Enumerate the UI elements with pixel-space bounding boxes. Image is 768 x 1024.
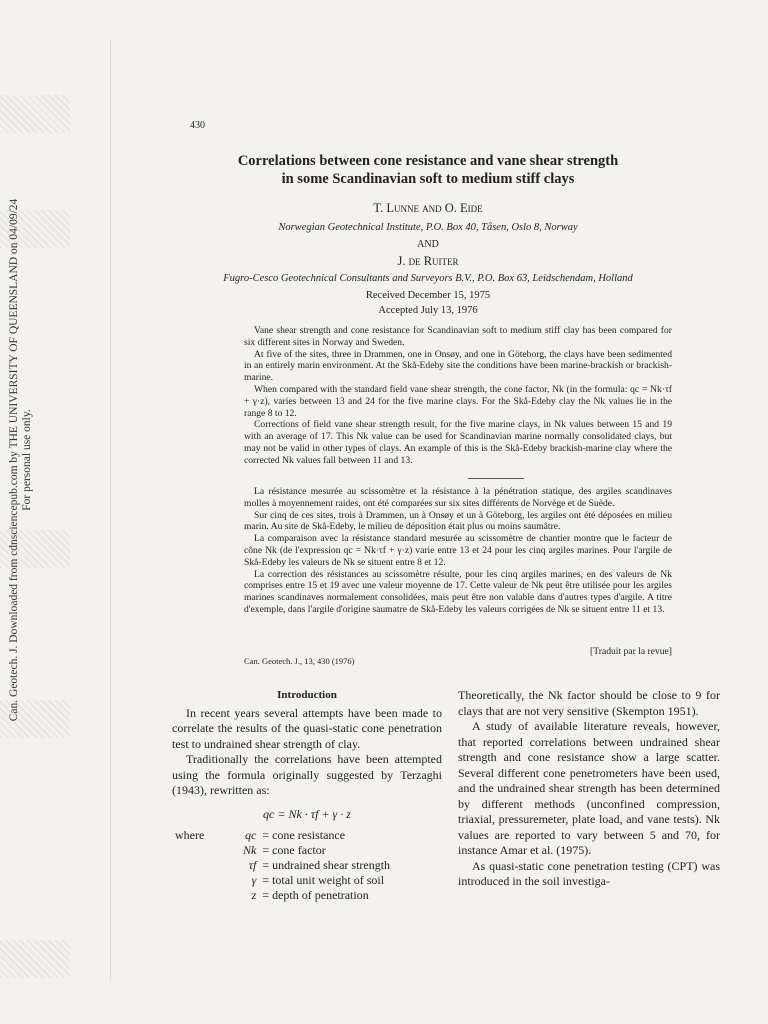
author-2: J. de Ruiter [397, 254, 459, 268]
right-column [458, 688, 720, 890]
definition-row [172, 888, 393, 903]
scan-speckle [0, 940, 70, 978]
symbol: Nk [242, 843, 257, 857]
symbol-definitions [172, 828, 393, 903]
title-line-1: Correlations between cone resistance and vane shear strength [237, 153, 619, 169]
watermark-line-2: For personal use only. [21, 409, 33, 511]
symbol-description: = depth of penetration [262, 888, 369, 902]
resume-paragraph: La comparaison avec la résistance standard mesurée au scissomètre de chantier montre que le facteur de cône Nk (de l'expression qc = Nk·τf + γ·z) varie entre 13 et 24 pour les cinq argiles marines. Pour l'argile de Skå-Edeby les valeurs de Nk se situent entre 8 et 12. [244, 533, 672, 568]
watermark-line-1: Can. Geotech. J. Downloaded from cdnsciencepub.com by THE UNIVERSITY OF QUEENSLAND on 04/09/24 [8, 198, 20, 722]
symbol-description: = cone resistance [262, 828, 346, 842]
body-paragraph: Theoretically, the Nk factor should be close to 9 for clays that are not very sensitive (Skempton 1951). [458, 688, 720, 718]
paper-title [180, 152, 676, 188]
definition-row [172, 858, 393, 873]
symbol: γ [251, 873, 257, 887]
resume-paragraph: Sur cinq de ces sites, trois à Drammen, un à Onsøy et un à Göteborg, les argiles ont été déposées en milieu marin. Au site de Skå-Edeby, le milieu de déposition était plus ou moins saumâtre. [244, 509, 672, 533]
author-conjunction: AND [417, 239, 439, 250]
resume-paragraph: La résistance mesurée au scissomètre et la résistance à la pénétration statique, des argiles scandinaves molles à moyennement raides, ont été comparées sur six sites différents de Norvège et de Suède. [244, 486, 672, 509]
authors: T. Lunne and O. Eide [373, 201, 483, 215]
page-number: 430 [190, 120, 205, 131]
terzaghi-formula: qc = Nk · τf + γ · z [263, 806, 351, 821]
received-date: Received December 15, 1975 [365, 290, 491, 301]
symbol: qc [245, 828, 257, 842]
affiliation-2: Fugro-Cesco Geotechnical Consultants and Surveyors B.V., P.O. Box 63, Leidschendam, Holland [223, 273, 633, 284]
abstract-french [244, 486, 672, 616]
accepted-date: Accepted July 13, 1976 [378, 305, 478, 316]
abstract-paragraph: At five of the sites, three in Drammen, one in Onsøy, and one in Göteborg, the clays have been sedimented in an entirely marin environment. At the Skå-Edeby site the conditions have been marine-brackish or brackish-marine. [244, 348, 672, 384]
journal-citation: Can. Geotech. J., 13, 430 (1976) [244, 656, 355, 666]
section-heading-introduction: Introduction [277, 689, 337, 701]
affiliation-1: Norwegian Geotechnical Institute, P.O. Box 40, Tåsen, Oslo 8, Norway [278, 222, 578, 233]
definition-row [172, 843, 393, 858]
abstract-english [244, 325, 672, 467]
abstract-paragraph: Corrections of field vane shear strength result, for the five marine clays, in Nk values between 15 and 19 with an average of 17. This Nk value can be used for Scandinavian marine normally consolidated clays, but may not be valid in other types of clays. An example of this is the Skå-Edeby brackish-marine clay where the corrected Nk values fall between 11 and 13. [244, 419, 672, 466]
symbol: z [251, 888, 257, 902]
body-paragraph: As quasi-static cone penetration testing (CPT) was introduced in the soil investiga- [458, 858, 720, 888]
symbol-description: = cone factor [262, 843, 326, 857]
symbol: τf [248, 858, 257, 872]
symbol-description: = total unit weight of soil [262, 873, 385, 887]
gutter-line [110, 40, 111, 980]
scan-speckle [0, 95, 70, 133]
resume-paragraph: La correction des résistances au scissomètre résulte, pour les cinq argiles marines, en des valeurs de Nk comprises entre 15 et 19 avec une valeur moyenne de 17. Cette valeur de Nk peut être utilisée pour les argiles marines scandinaves normalement consolidées, mais peut être non valable dans d'autres types d'argile. A titre d'exemple, dans l'argile d'origine saumatre de Skå-Edeby les valeurs corrigées de Nk se situent entre 11 et 13. [244, 568, 672, 615]
where-label: where [175, 828, 205, 842]
body-paragraph: In recent years several attempts have been made to correlate the results of the quasi-static cone penetration test to undrained shear strength of clay. [172, 705, 442, 751]
abstract-paragraph: Vane shear strength and cone resistance for Scandinavian soft to medium stiff clay has been compared for six different sites in Norway and Sweden. [244, 325, 672, 348]
definition-row [172, 828, 393, 843]
translation-note: [Traduit par la revue] [590, 646, 672, 657]
download-watermark [8, 160, 44, 760]
definition-row [172, 873, 393, 888]
body-paragraph: Traditionally the correlations have been attempted using the formula originally suggested by Terzaghi (1943), rewritten as: [172, 752, 442, 797]
abstract-paragraph: When compared with the standard field vane shear strength, the cone factor, Nk (in the formula: qc = Nk·τf + γ·z), varies between 13 and 24 for the five marine clays. For the Skå-Edeby clay the Nk values lie in the range 8 to 12. [244, 383, 672, 419]
left-column [172, 688, 442, 903]
symbol-description: = undrained shear strength [262, 858, 391, 872]
title-line-2: in some Scandinavian soft to medium stiff clays [281, 171, 575, 187]
abstract-divider [468, 478, 524, 479]
body-paragraph: A study of available literature reveals, however, that reported correlations between undrained shear strength and cone resistance show a large scatter. Several different cone penetrometers have been used, and the undrained shear strength has been determined by different methods (unconfined compression, triaxial, pressuremeter, plate load, and vane tests). Nk values are reported to vary between 5 and 70, for instance Amar et al. (1975). [458, 719, 720, 857]
